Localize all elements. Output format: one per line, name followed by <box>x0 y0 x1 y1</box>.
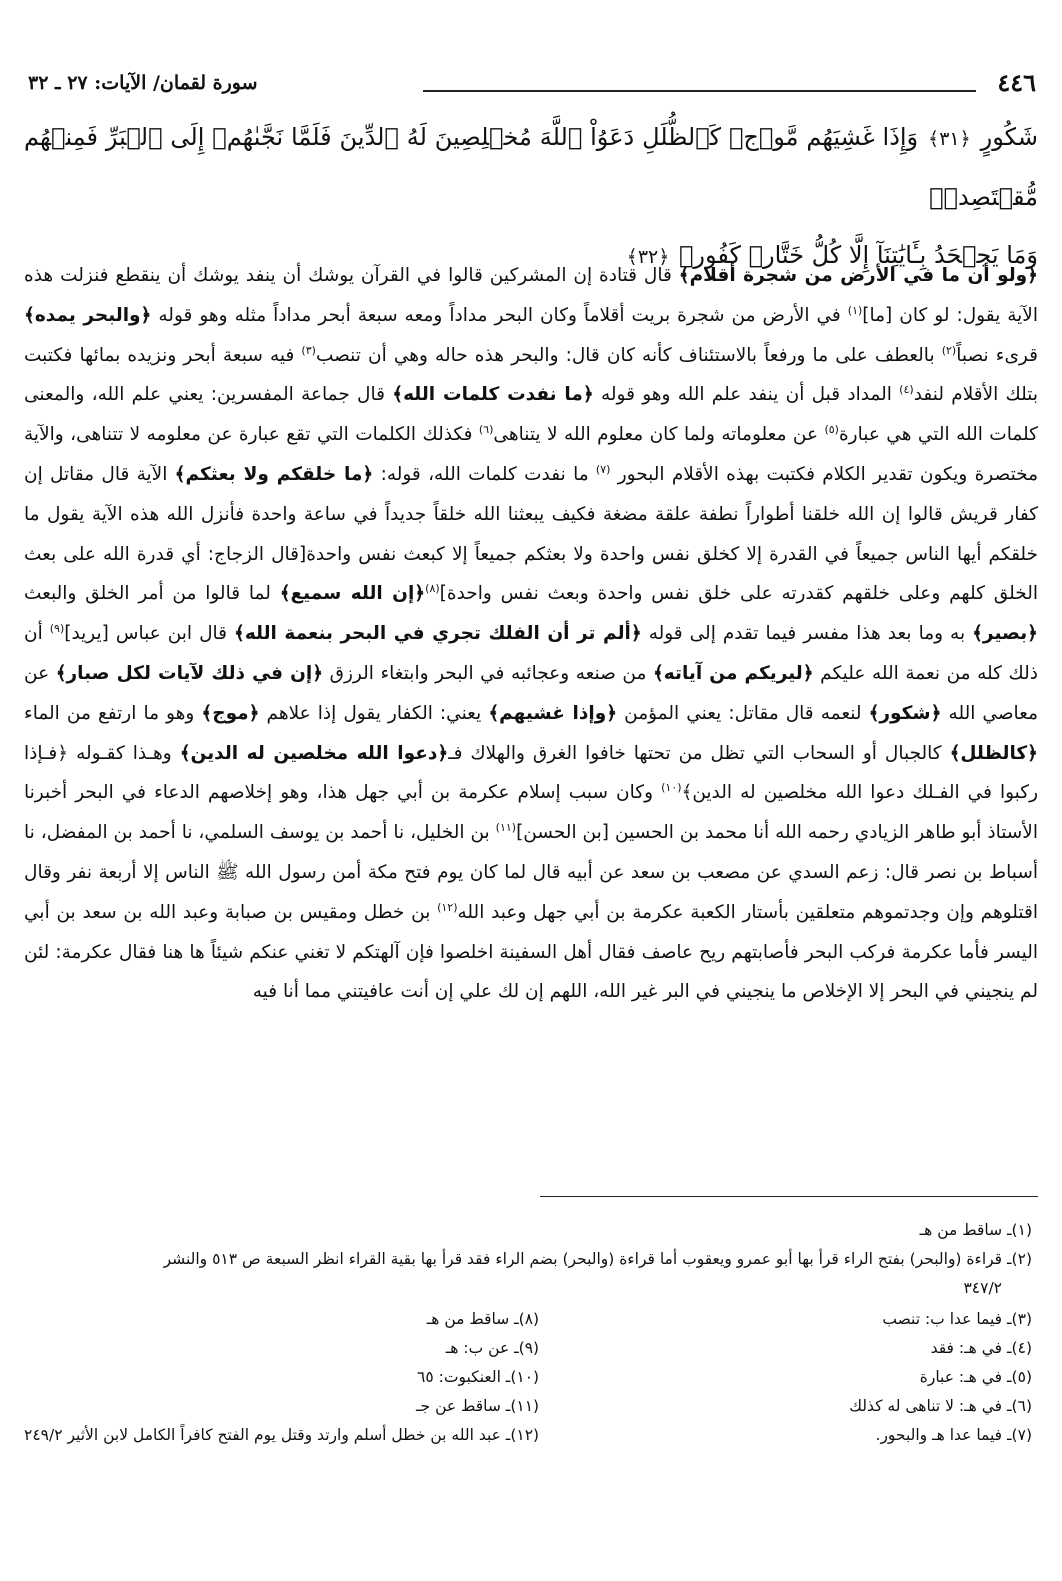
sura-label: سورة لقمان/ الآيات: ٢٧ ـ ٣٢ <box>28 72 258 94</box>
footnote: (١١)ـ ساقط عن جـ <box>416 1397 540 1415</box>
page-number: ٤٤٦ <box>997 68 1036 97</box>
text-run: وهو ما ارتفع من الماء <box>24 702 202 724</box>
quote: ﴿ولو أن ما في الأرض من شجرة أقلام﴾ <box>678 265 1038 286</box>
text-run: ما نفدت كلمات الله، قوله: <box>373 463 596 485</box>
footnote: (١)ـ ساقط من هـ <box>919 1221 1032 1239</box>
text-run: قرىء نصباً <box>956 344 1038 366</box>
quote: ﴿إن في ذلك لآيات لكل صبار﴾ <box>55 662 324 684</box>
text-run: كالجبال أو السحاب التي تظل من تحتها خافوا الغرق والهلاك فـ <box>448 742 950 764</box>
commentary-text <box>24 256 1038 1012</box>
verse-text: شَكُورٍ <box>972 123 1038 151</box>
footnote-ref: (١٠) <box>661 781 682 795</box>
text-run: به وما بعد هذا مفسر فيما تقدم إلى قوله <box>641 623 973 645</box>
ayah-end-marker: ﴿٣٢﴾ <box>626 246 670 268</box>
quote: ﴿ألم تر أن الفلك تجري في البحر بنعمة الله﴾ <box>233 623 642 645</box>
footnote: (١٢)ـ عبد الله بن خطل أسلم وارتد وقتل يوم الفتح كافراً الكامل لابن الأثير ٢٤٩/٢ <box>24 1426 540 1444</box>
footnote-ref: (٨) <box>425 582 440 596</box>
text-run: بالعطف على ما ورفعاً بالاستئناف كأنه كان قال: والبحر هذه حاله وهي أن تنصب <box>315 344 942 366</box>
text-run: من صنعه وعجائبه في البحر وابتغاء الرزق <box>323 662 653 684</box>
text-run: قال ابن عباس [يريد] <box>64 623 234 645</box>
footnote-ref: (٧) <box>595 462 611 476</box>
text-run: في الأرض من شجرة بريت أقلاماً وكان البحر مداداً ومعه سبعة أبحر مداداً مثله وهو قوله <box>151 304 848 326</box>
quote: ﴿بصير﴾ <box>972 623 1039 645</box>
text-run: عن معلوماته ولما كان معلوم الله لا يتناهى <box>493 424 825 446</box>
text-run: لنعمه قال مقاتل: يعني المؤمن <box>617 702 869 724</box>
verse-text: وَمَا يَجۡحَدُ بِـَٔايَٰتِنَآ إِلَّا كُلُّ خَتَّارٖ كَفُورٖ <box>671 241 1038 269</box>
quran-line <box>24 108 1038 226</box>
text-run: وهـذا كقـوله <box>68 742 180 764</box>
text-run: المداد قبل أن ينفد علم الله وهو قوله <box>593 384 900 406</box>
footnote-ref: (٦) <box>478 423 494 437</box>
text-run: أن ذلك كله من نعمة الله عليكم <box>24 623 1039 684</box>
verse-text: وَإِذَا غَشِيَهُم مَّوۡجٞ كَٱلظُّلَلِ دَعَوُاْ ٱللَّهَ مُخۡلِصِينَ لَهُ ٱلدِّينَ فَلَمَّا نَجَّىٰهُمۡ إِلَى ٱلۡبَرِّ فَمِنۡهُم مُّقۡتَصِدٞۚ <box>24 123 1038 211</box>
footnote: (٨)ـ ساقط من هـ <box>426 1310 540 1328</box>
footnote-continuation: ٣٤٧/٢ <box>963 1279 1002 1297</box>
text-run: بن خطل ومقيس بن صبابة وعبد الله بن سعد بن أبي اليسر فأما عكرمة فركب البحر فأصابتهم ريح عاصف فقال أهل السفينة اخلصوا فإن آلهتكم لا تغني عنكم شيئاً ها هنا فقال عكرمة: لئن لم ينجيني في البحر إلا الإخلاص ما ينجيني في البر غير الله، اللهم إن لك علي إن أنت عافيتني مما أنا فيه <box>24 901 1038 1003</box>
ayah-end-marker: ﴿٣١﴾ <box>928 128 971 150</box>
text-run: فيه سبعة أبحر ونزيده بمائها فكتبت بتلك الأقلام لنفد <box>24 344 1038 406</box>
footnote-ref: (٩) <box>49 622 65 636</box>
text-run: يعني: الكفار يقول إذا علاهم <box>259 702 489 724</box>
footnote: (١٠)ـ العنكبوت: ٦٥ <box>417 1368 540 1386</box>
footnote-columns <box>24 1305 1032 1450</box>
footnote-ref: (٣) <box>301 343 316 357</box>
footnote: (٣)ـ فيما عدا ب: تنصب <box>882 1310 1032 1328</box>
quote: ﴿وإذا غشيهم﴾ <box>488 702 618 724</box>
footnote-separator <box>540 1196 1038 1197</box>
footnotes <box>24 1216 1032 1450</box>
text-run: بن الخليل، نا أحمد بن يوسف السلمي، نا أحمد بن المفضل، نا أسباط بن نصر قال: زعم السدي عن مصعب بن سعد عن أبيه قال لما كان يوم فتح مكة أمن رسول الله ﷺ الناس إلا أربعة نفر وقال اقتلوهم وإن وجدتموهم متعلقين بأستار الكعبة عكرمة بن أبي جهل وعبد الله <box>24 822 1038 923</box>
footnote: (٤)ـ في هـ: فقد <box>930 1339 1032 1357</box>
footnote: (٢)ـ قراءة (والبحر) بفتح الراء قرأ بها أبو عمرو ويعقوب أما قراءة (والبحر) بضم الراء فقد قرأ بها بقية القراء انظر السبعة ص ٥١٣ والنشر <box>163 1250 1032 1268</box>
footnote-ref: (١٢) <box>437 900 458 914</box>
text-run: قال قتادة إن المشركين قالوا في القرآن يوشك أن ينفد يوشك أن ينقطع فنزلت هذه الآية يقول: لو كان [ما] <box>24 265 1039 326</box>
footnote: (٥)ـ في هـ: عبارة <box>919 1368 1032 1386</box>
text-run: عن معاصي الله <box>24 662 1039 724</box>
text-run: فكذلك الكلمات التي تقع عبارة عن معلومه لا تتناهى، والآية مختصرة ويكون تقدير الكلام فكتبت بهذه الأقلام البحور <box>24 424 1038 485</box>
text-run: الآية قال مقاتل إن كفار قريش قالوا إن الله خلقنا أطواراً نطفة علقة مضغة فكيف يبعثنا الله خلقاً جديداً في ساعة واحدة فأنزل الله هذه الآية يقول ما خلقكم أيها الناس جميعاً في القدرة إلا كخلق نفس واحدة ولا بعثكم جميعاً إلا كبعث نفس واحدة[قال الزجاج: أي قدرة الله على بعث الخلق كلهم وعلى خلقهم كقدرته على خلق نفس واحدة وبعث نفس واحدة] <box>24 463 1038 605</box>
quote: ﴿دعوا الله مخلصين له الدين﴾ <box>179 742 449 764</box>
footnote-ref: (٢) <box>941 343 957 357</box>
footnote-ref: (٥) <box>824 423 839 437</box>
text-run: قال جماعة المفسرين: يعني علم الله، والمعنى كلمات الله التي هي عبارة <box>24 384 1038 446</box>
footnote: (٩)ـ عن ب: هـ <box>445 1339 540 1357</box>
footnote-ref: (١) <box>847 303 863 317</box>
footnote: (٧)ـ فيما عدا هـ والبحور. <box>875 1426 1032 1444</box>
quote: ﴿كالظلل﴾ <box>949 742 1038 764</box>
text-run: لما قالوا من أمر الخلق والبعث <box>24 583 280 605</box>
footnote-ref: (٤) <box>899 383 914 397</box>
footnote-ref: (١١) <box>495 821 517 834</box>
quote: ﴿شكور﴾ <box>868 702 942 724</box>
quote: ﴿والبحر يمده﴾ <box>24 304 152 326</box>
header-rule <box>423 90 976 92</box>
page-header <box>28 64 1036 104</box>
quote: ﴿فـإذا ركبوا في الفـلك دعوا الله مخلصين له الدين﴾ <box>24 742 1038 804</box>
quote: ﴿ما خلقكم ولا بعثكم﴾ <box>174 463 374 485</box>
quote: ﴿ما نفدت كلمات الله﴾ <box>392 384 594 406</box>
quote: ﴿ليريكم من آياته﴾ <box>652 662 814 684</box>
quote: ﴿إن الله سميع﴾ <box>279 583 426 605</box>
quote: ﴿موج﴾ <box>201 702 260 724</box>
text-run: وكان سبب إسلام عكرمة بن أبي جهل هذا، وهو إخلاصهم الدعاء في البحر أخبرنا الأستاذ أبو طاهر الزيادي رحمه الله أنا محمد بن الحسين [بن الحسن] <box>24 782 1038 844</box>
footnote: (٦)ـ في هـ: لا تناهى له كذلك <box>849 1397 1032 1415</box>
